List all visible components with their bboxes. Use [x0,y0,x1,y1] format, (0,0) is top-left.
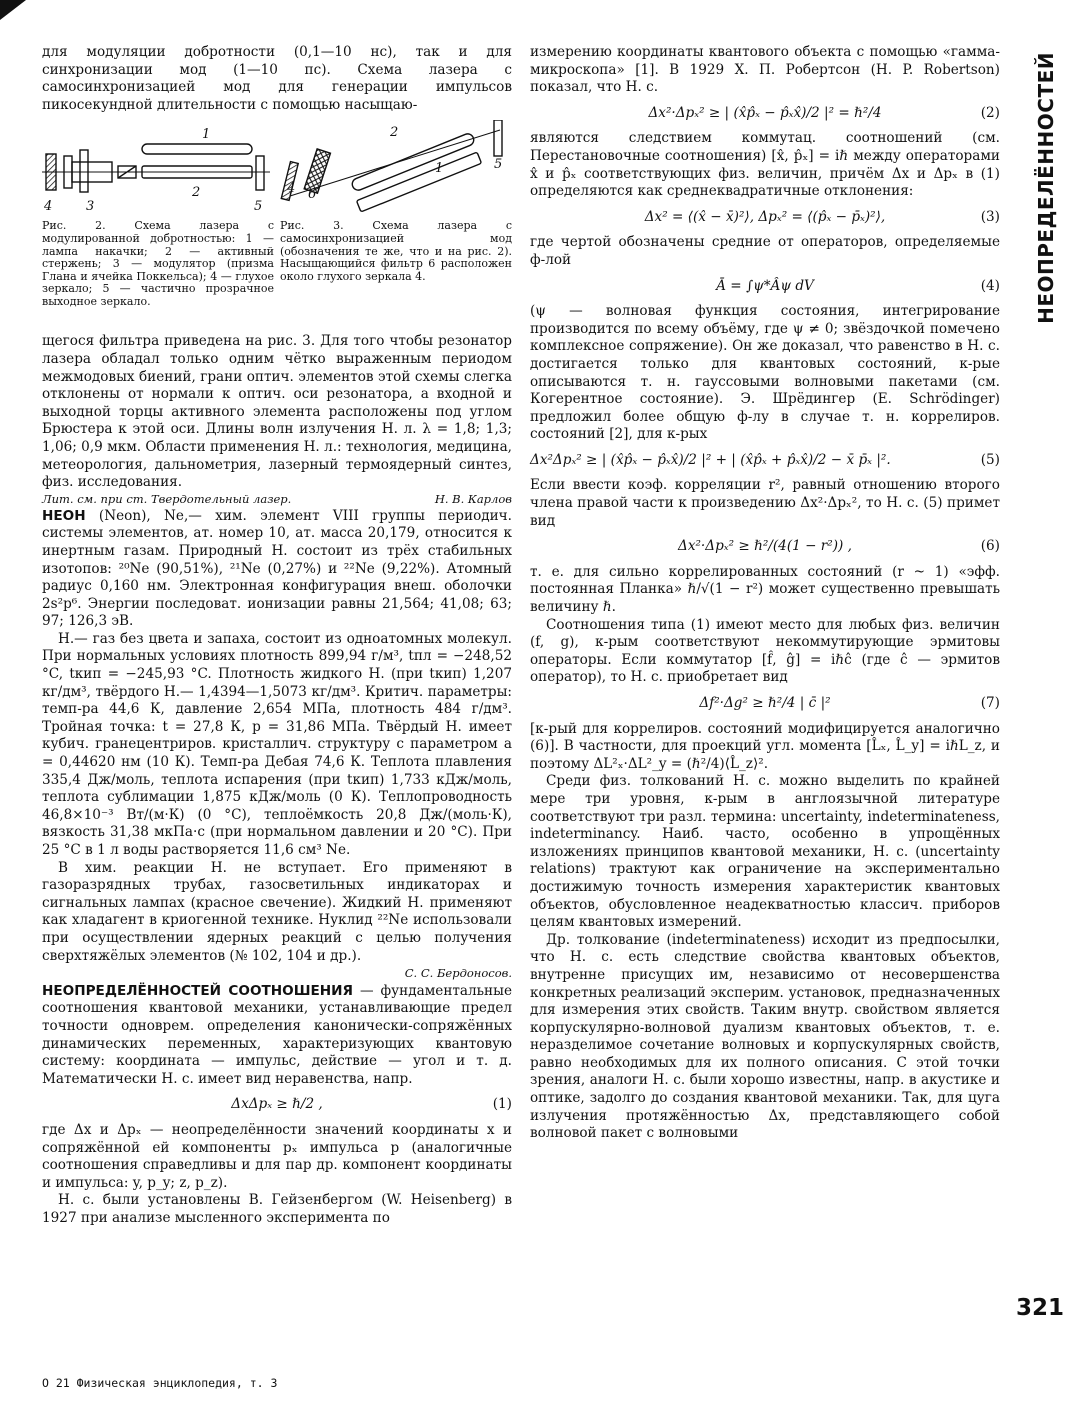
fig2-label: 2 [192,185,201,201]
left-column [42,44,512,1227]
paragraph: (ψ — волновая функция состояния, интегрирование производится по всему объёму, где ψ ≠ 0; звёздочкой помечено комплексное сопряжение). Он же доказал, что равенство в Н. с. достигается только для квантовых состояний, к-рые описываются т. н. гауссовыми волновыми пакетами (см. Когерентное состояние). Э. Шрёдингер (E. Schrödinger) предложил более общую ф-лу в случае т. н. коррелиров. состояний [2], для к-рых [530,303,1000,443]
paragraph: Др. толкование (indeterminateness) исходит из предпосылки, что Н. с. есть следствие свойства квантовых объектов, внутренне присущих им, независимо от несовершенства конкретных реализаций эксперим. установок, предназначенных для измерения этих свойств. Таким внутр. свойством является корпускулярно-волновой дуализм квантовых объектов, т. е. неразделимое сочетание волновых и корпускулярных свойств, равно необходимых для их полного описания. С этой точки зрения, аналоги Н. с. были хорошо известны, напр. в акустике и оптике, задолго до создания квантовой механики. Так, для цуга излучения протяжённостью Δx, представляющего собой волновой пакет с волновыми [530,931,1000,1142]
paragraph: Соотношения типа (1) имеют место для любых физ. величин (f, g), к-рым соответствуют некоммутирующие эрмитовы операторы. Если коммутатор [f̂, ĝ] = iℏĉ (где ĉ — эрмитов оператор), то Н. с. приобретает вид [530,616,1000,686]
paragraph: для модуляции добротности (0,1—10 нс), так и для синхронизации мод (1—10 пс). Схема лазера с самосинхронизацией мод для генерации импульсов пикосекундной длительности с помощью насыщаю- [42,44,512,113]
equation-number: (1) [492,1096,512,1113]
section-header-text: НЕОПРЕДЕЛЁННОСТЕЙ [1034,52,1058,324]
section-header [1026,48,1066,328]
article-heading: НЕОПРЕДЕЛЁННОСТЕЙ СООТНОШЕНИЯ [42,982,354,999]
paragraph: В хим. реакции Н. не вступает. Его применяют в газоразрядных трубах, газосветильных индикаторах и сигнальных лампах (красное свечение). Жидкий Н. применяют как хладагент в криогенной технике. Нуклид ²²Ne использовали при осуществлении ядерных реакций с целью получения сверхтяжёлых элементов (№ 102, 104 и др.). [42,859,512,964]
fig3-label: 1 [435,161,444,177]
figures [42,120,512,325]
paragraph: Среди физ. толкований Н. с. можно выделить по крайней мере три уровня, к-рым в англоязычной литературе соответствуют три разл. термина: uncertainty, indeterminateness, indeterminancy. Наиб. часто, особенно в упрощённых изложениях принципов квантовой механики, Н. с. (uncertainty relations) трактуют как ограничение на экспериментально достижимую точность измерения характеристик квантовых объектов, обусловленное неадекватностью классич. приборов целям квантовых измерений. [530,773,1000,931]
equation-3 [530,209,1000,227]
equation-number: (4) [980,277,1000,294]
equation-number: (6) [980,538,1000,555]
equation-5 [530,452,1000,470]
author: Н. В. Карлов [434,491,512,506]
equation-text: Δx²·Δpₓ² ≥ ℏ²/(4(1 − r²)) , [678,538,852,555]
right-column [530,44,1000,1143]
equation-1 [42,1096,512,1114]
equation-number: (7) [980,695,1000,711]
fig2-label: 3 [86,199,95,215]
fig2-label: 4 [44,199,53,215]
paragraph: являются следствием коммутац. соотношений (см. Перестановочные соотношения) [x̂, p̂ₓ] = iℏ между операторами x̂ и p̂ₓ соответствующих физ. величин, причём Δx и Δpₓ в (1) определяются как среднеквадратичные отклонения: [530,130,1000,200]
article-text: (Neon), Ne,— хим. элемент VIII группы периодич. системы элементов, ат. номер 10, ат. масса 20,179, относится к инертным газам. Природный Н. состоит из трёх стабильных изотопов: ²⁰Ne (90,51%), ²¹Ne (0,27%) и ²²Ne (9,22%). Атомный радиус 0,160 нм. Электронная конфигурация внеш. оболочки 2s²p⁶. Энергии последоват. ионизации равны 21,564; 41,08; 63; 97; 126,3 эВ. [42,507,512,630]
literature-ref: Лит. см. при ст. Твердотельный лазер. [42,491,292,506]
equation-text: ΔxΔpₓ ≥ ℏ/2 , [231,1096,323,1113]
equation-number: (3) [980,208,1000,225]
figure-3-caption: Рис. 3. Схема лазера с самосинхронизацией мод (обозначения те же, что и на рис. 2). Насыщающийся фильтр 6 расположен около глухого зеркала 4. [280,219,512,283]
article-text: — фундаментальные соотношения квантовой механики, устанавливающие предел точности одноврем. определения канонически-сопряжённых динамических переменных, характеризующих квантовую систему: координата — импульс, действие — угол и т. д. Математически Н. с. имеет вид неравенства, напр. [42,982,512,1087]
figure-captions [42,220,512,308]
paragraph: щегося фильтра приведена на рис. 3. Для того чтобы резонатор лазера обладал только одним чётко выраженным периодом межмодовых биений, грани оптич. элементов этой схемы слегка отклонены от нормали к оптич. оси резонатора, а входной и выходной торцы активного элемента расположены под углом Брюстера к этой оси. Длины волн излучения Н. л. λ = 1,8; 1,3; 1,06; 0,9 мкм. Области применения Н. л.: технология, медицина, метеорология, дальнометрия, лазерный термоядерный синтез, физ. исследования. [42,333,512,491]
equation-text: Δf²·Δg² ≥ ℏ²/4 | c̄ |² [699,695,831,711]
fig2-label: 5 [254,199,263,215]
figure-2-diagram [42,144,270,192]
paragraph: т. е. для сильно коррелированных состояний (r ~ 1) «эфф. постоянная Планка» ℏ/√(1 − r²) может существенно превышать величину ℏ. [530,563,1000,616]
corner-mark [0,0,26,20]
literature-note [42,492,512,506]
page-number: 321 [1016,1295,1065,1321]
fig3-label: 6 [308,187,317,203]
paragraph: [к-рый для коррелиров. состояний модифицируется аналогично (6)]. В частности, для проекций угл. момента [L̂ₓ, L̂_y] = iℏL_z, и поэтому ΔL²ₓ·ΔL²_y = (ℏ²/4)⟨L̂_z⟩². [530,720,1000,772]
equation-text: Δx²Δpₓ² ≥ | (x̂p̂ₓ − p̂ₓx̂)/2 |² + | (x̂p̂ₓ + p̂ₓx̂)/2 − x̄ p̄ₓ |². [530,451,891,468]
paragraph: Н. с. были установлены В. Гейзенбергом (W. Heisenberg) в 1927 при анализе мысленного эксперимента по [42,1192,512,1226]
article-heading: НЕОН [42,507,86,524]
author: С. С. Бердоносов. [404,966,512,981]
fig3-label: 4 [287,181,296,197]
equation-4 [530,278,1000,296]
footer-signature: О 21 Физическая энциклопедия, т. 3 [42,1376,278,1390]
equation-number: (5) [980,451,1000,468]
fig2-label: 1 [202,127,211,143]
neon-article [42,508,512,631]
fig3-label: 2 [390,125,399,141]
equation-number: (2) [980,104,1000,121]
equation-text: Δx²·Δpₓ² ≥ | (x̂p̂ₓ − p̂ₓx̂)/2 |² = ℏ²/4 [648,104,882,121]
laser-diagrams [42,120,512,216]
paragraph: Н.— газ без цвета и запаха, состоит из одноатомных молекул. При нормальных условиях плотность 899,94 г/м³, tпл = −248,52 °C, tкип = −245,93 °C. Плотность жидкого Н. (при tкип) 1,207 кг/дм³, твёрдого Н.— 1,4394—1,5073 кг/дм³. Критич. параметры: темп-ра 44,6 К, давление 2,654 МПа, плотность 484 г/дм³. Тройная точка: t = 27,8 К, p = 31,86 МПа. Твёрдый Н. имеет кубич. гранецентриров. кристаллич. структуру с параметром a = 0,44620 нм (10 К). Темп-ра Дебая 74,6 К. Теплота плавления 335,4 Дж/моль, теплота испарения (при tкип) 1,733 кДж/моль, теплота сублимации 1,875 кДж/моль (0 К). Теплопроводность 46,8×10⁻³ Вт/(м·К) (0 °C), теплоёмкость 20,8 Дж/(моль·К), вязкость 31,38 мкПа·с (при нормальном давлении и 20 °C). При 25 °C в 1 л воды растворяется 11,6 см³ Ne. [42,630,512,858]
equation-7 [530,695,1000,713]
paragraph: где чертой обозначены средние от операторов, определяемые ф-лой [530,234,1000,268]
equation-6 [530,538,1000,556]
paragraph: измерению координаты квантового объекта с помощью «гамма-микроскопа» [1]. В 1929 Х. П. Робертсон (H. P. Robertson) показал, что Н. с. [530,44,1000,96]
figure-2-caption: Рис. 2. Схема лазера с модулированной добротностью: 1 — лампа накачки; 2 — активный стержень; 3 — модулятор (призма Глана и ячейка Поккельса); 4 — глухое зеркало; 5 — частично прозрачное выходное зеркало. [42,219,274,308]
fig3-label: 5 [494,157,503,173]
equation-text: Δx² = ⟨(x̂ − x̄)²⟩, Δpₓ² = ⟨(p̂ₓ − p̄ₓ)²⟩, [644,208,886,225]
equation-text: Ā = ∫ψ*Âψ dV [716,277,814,294]
equation-2 [530,105,1000,123]
uncertainty-article [42,983,512,1089]
paragraph: где Δx и Δpₓ — неопределённости значений координаты x и сопряжённой ей компоненты pₓ импульса p (аналогичные соотношения справедливы и для пар др. компонент координаты и импульса: y, p_y; z, p_z). [42,1121,512,1191]
paragraph: Если ввести коэф. корреляции r², равный отношению второго члена правой части к произведению Δx²·Δpₓ², то Н. с. (5) примет вид [530,477,1000,529]
